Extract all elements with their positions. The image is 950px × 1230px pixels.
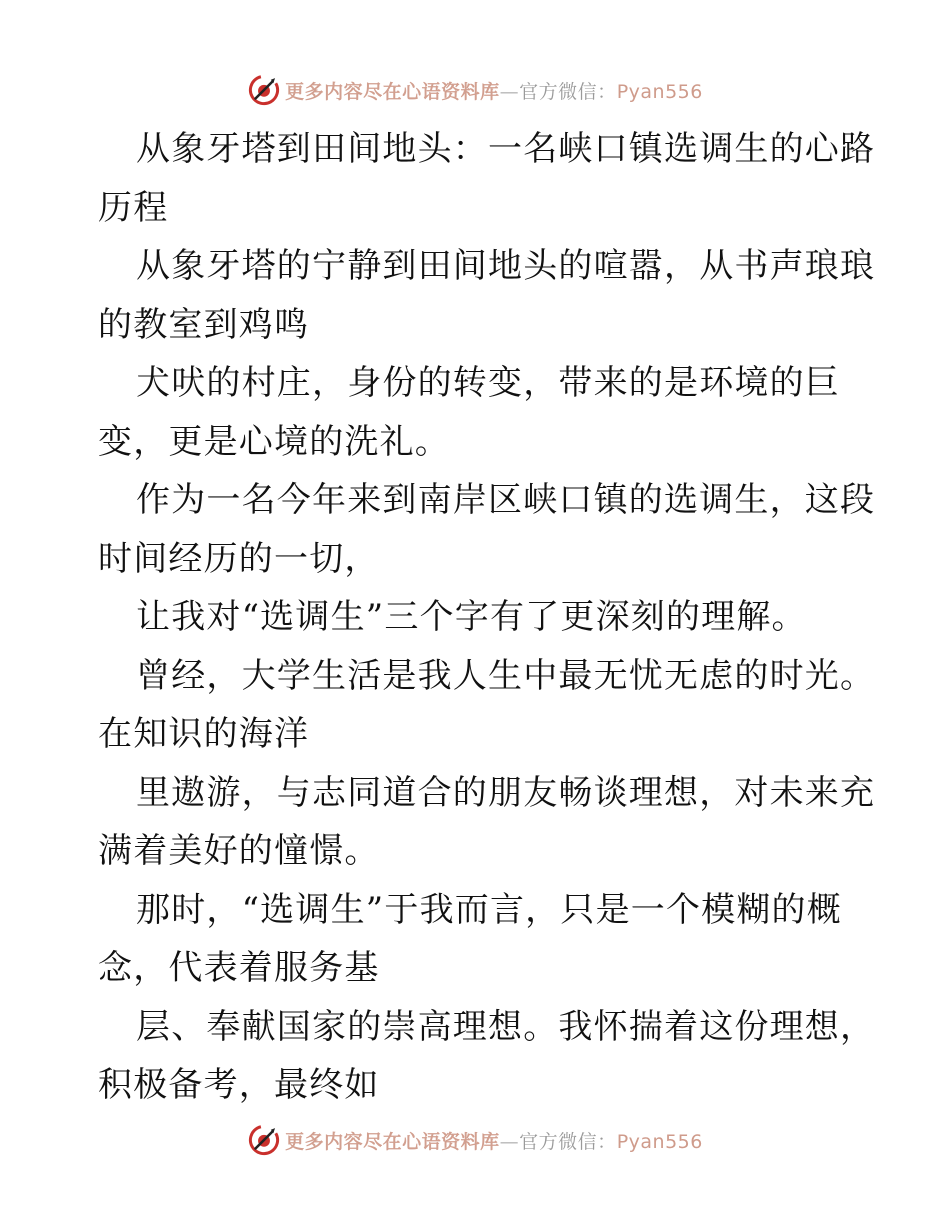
paragraph-line: 曾经，大学生活是我人生中最无忧无虑的时光。 xyxy=(136,655,876,696)
paragraph-line: 从象牙塔的宁静到田间地头的喧嚣，从书声琅琅 xyxy=(136,246,876,286)
paragraph-line: 在知识的海洋 xyxy=(98,714,310,754)
banner-official-label: 官方微信： xyxy=(519,80,617,103)
banner-separator: — xyxy=(499,1130,520,1153)
banner-wechat-id: Pyan556 xyxy=(616,1130,703,1153)
banner-wechat-id: Pyan556 xyxy=(616,80,703,103)
logo-icon xyxy=(247,1123,281,1157)
document-body xyxy=(98,120,876,1115)
header-watermark-banner xyxy=(0,70,950,110)
footer-watermark-banner xyxy=(0,1120,950,1160)
paragraph-line: 层、奉献国家的崇高理想。我怀揣着这份理想， xyxy=(136,1006,876,1047)
paragraph-line: 积极备考，最终如 xyxy=(98,1065,380,1105)
banner-official-label: 官方微信： xyxy=(519,1130,617,1153)
logo-icon xyxy=(247,73,281,107)
paragraph-line: 那时，“选调生”于我而言，只是一个模糊的概 xyxy=(136,889,842,930)
paragraph-line: 时间经历的一切， xyxy=(98,538,380,579)
paragraph-line: 犬吠的村庄，身份的转变，带来的是环境的巨 xyxy=(136,363,840,403)
paragraph-line: 变，更是心境的洗礼。 xyxy=(98,421,450,462)
banner-main-text: 更多内容尽在心语资料库 xyxy=(285,1130,500,1153)
paragraph-line: 的教室到鸡鸣 xyxy=(98,304,310,345)
paragraph-line: 让我对“选调生”三个字有了更深刻的理解。 xyxy=(136,597,807,637)
document-title-line-1: 从象牙塔到田间地头：一名峡口镇选调生的心路 xyxy=(136,129,876,169)
paragraph-line: 念，代表着服务基 xyxy=(98,948,380,988)
document-title-line-2: 历程 xyxy=(98,187,169,228)
paragraph-line: 满着美好的憧憬。 xyxy=(98,831,380,871)
paragraph-line: 作为一名今年来到南岸区峡口镇的选调生，这段 xyxy=(136,480,876,520)
banner-text xyxy=(285,1127,703,1154)
banner-separator: — xyxy=(499,80,520,103)
banner-main-text: 更多内容尽在心语资料库 xyxy=(285,80,500,103)
banner-text xyxy=(285,77,703,104)
paragraph-line: 里遨游，与志同道合的朋友畅谈理想，对未来充 xyxy=(136,772,876,813)
